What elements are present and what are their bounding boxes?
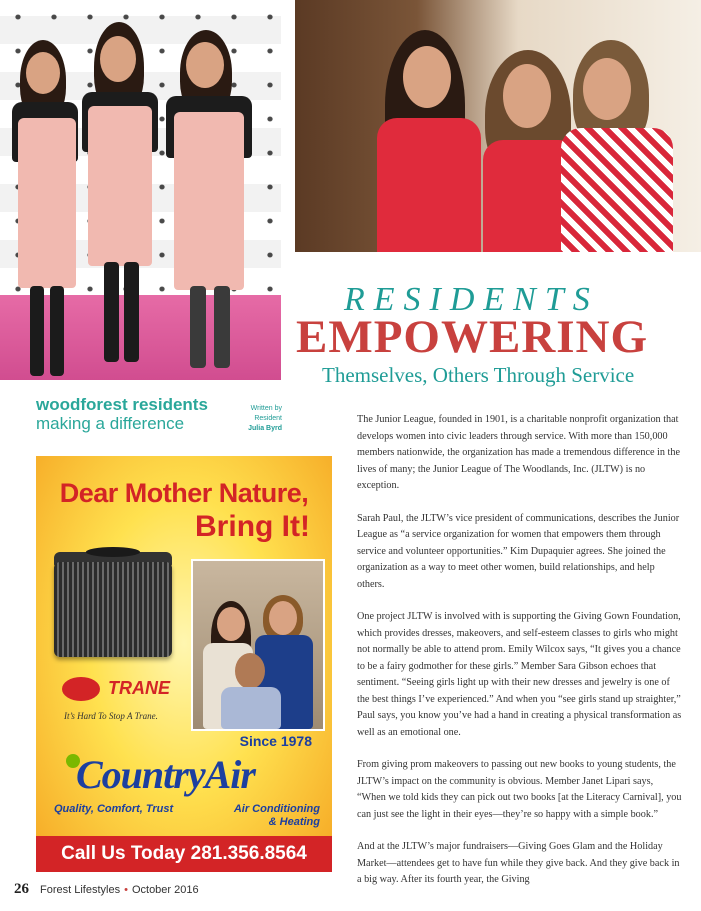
byline <box>232 404 282 434</box>
trane-logo-text: TRANE <box>108 678 170 698</box>
woman-center <box>78 22 164 372</box>
section-heading-line2: making a difference <box>36 414 185 433</box>
ad-service-2: & Heating <box>268 816 320 828</box>
ac-fan <box>86 547 140 557</box>
title-empowering: EMPOWERING <box>296 311 649 363</box>
ad-service: Air Conditioning <box>233 803 320 815</box>
byline-label: Resident <box>254 415 282 422</box>
ad-headline: Dear Mother Nature, <box>59 478 309 508</box>
article-paragraph: And at the JLTW’s major fundraisers—Giving Goes Glam and the Holiday Market—attendees get to have fun while they give back. And they give back in a big way. After its fourth year, the Giving <box>357 841 680 885</box>
since-year: Since 1978 <box>239 733 312 749</box>
photo-three-members <box>295 0 701 252</box>
trane-logo-icon <box>62 677 100 701</box>
article-paragraph: One project JLTW is involved with is supporting the Giving Gown Foundation, which provides dresses, makeovers, and self-esteem classes to girls who might not normally be able to attend prom. Emily Wilcox says, “It gives you a chance to be a fairy godmother for these girls.” Member Sara Gibson echoes that sentiment. “Seeing girls light up with their new dresses and jewelry is one of the best things I’ve experienced.” And when you “see girls stand up straighter,” Paul says, you know you’ve had a hand in creating a physical transformation as well as an emotional one. <box>357 611 682 738</box>
article-paragraph: From giving prom makeovers to passing out new books to young students, the JLTW’s impact on the community is obvious. Member Janet Lipari says, “When we told kids they can pick out two books [at the Literacy Carnival], you can just see the light in their eyes—they’re so happy with a simple book.” <box>357 759 682 820</box>
footer-publication <box>40 884 199 896</box>
ad-headline-2: Bring It! <box>195 510 310 543</box>
ad-tagline: Quality, Comfort, Trust <box>54 803 174 815</box>
red-top-left <box>377 118 481 252</box>
brand-logo: CountryAir <box>76 752 255 797</box>
section-heading-line1: woodforest residents <box>36 395 208 414</box>
ad-call-to-action: Call Us Today 281.356.8564 <box>36 836 332 872</box>
bullet-separator: • <box>124 884 128 896</box>
trane-tagline: It’s Hard To Stop A Trane. <box>64 711 158 721</box>
publication-name: Forest Lifestyles <box>40 884 121 896</box>
woman-right <box>160 30 260 375</box>
article-paragraph: Sarah Paul, the JLTW’s vice president of communications, describes the Junior League as “a service organization for women that empowers them through service and volunteer opportunities.” Kim Dupaquier agrees. She joined the organization as a way to meet other women, build relationships, and help others. <box>357 512 680 590</box>
ac-unit-image <box>54 562 172 657</box>
ad-staff-photo <box>191 559 325 731</box>
author-name: Julia Byrd <box>248 425 282 432</box>
page-number: 26 <box>14 881 29 897</box>
photo-fairy-godmothers <box>0 0 281 380</box>
patterned-top-right <box>561 128 673 252</box>
title-subtitle: Themselves, Others Through Service <box>322 363 635 387</box>
title-residents: RESIDENTS <box>344 281 599 318</box>
byline-label: Written by <box>250 405 282 412</box>
article-paragraph: The Junior League, founded in 1901, is a charitable nonprofit organization that develops women into civic leaders through service. With more than 150,000 members nationwide, the organization has made a tremendous difference in the lives of many; the Junior League of The Woodlands, Inc. (JLTW) is no exception. <box>357 414 680 491</box>
article-body <box>357 412 683 905</box>
advertisement <box>36 456 332 872</box>
issue-date: October 2016 <box>131 884 199 896</box>
woman-left <box>6 40 86 380</box>
